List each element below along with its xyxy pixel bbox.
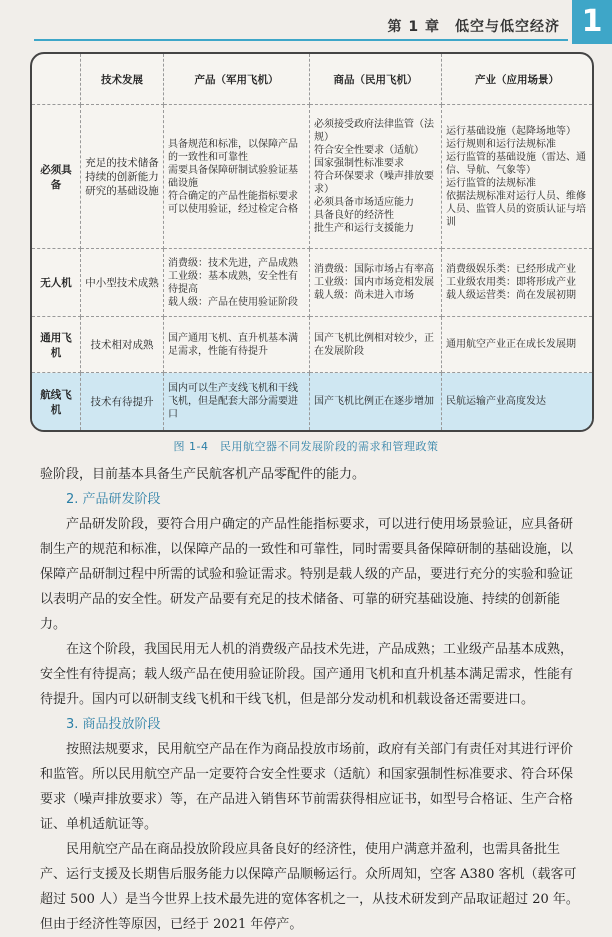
tech-cell: 充足的技术储备持续的创新能力研究的基础设施 bbox=[81, 105, 164, 249]
cell-line: 需要具备保障研制试验验证基础设施 bbox=[168, 164, 298, 189]
row-label: 通用飞机 bbox=[32, 317, 81, 373]
cell-line: 通用航空产业正在成长发展期 bbox=[446, 339, 576, 350]
page-header bbox=[0, 0, 612, 42]
commodity-cell bbox=[310, 373, 442, 431]
cell-line: 国产飞机比例正在逐步增加 bbox=[314, 396, 434, 407]
header-divider bbox=[34, 39, 568, 41]
row-label: 航线飞机 bbox=[32, 373, 81, 431]
policy-table bbox=[30, 52, 594, 432]
product-cell bbox=[164, 373, 310, 431]
paragraph: 民用航空产品在商品投放阶段应具备良好的经济性，使用户满意并盈利，也需具备批生产、运行支援及长期售后服务能力以保障产品顺畅运行。众所周知，空客 A380 客机（载客可超过 500 人）是当今世界上技术最先进的宽体客机之一，从技术研发到产品取证超过 20 年。但由于经济性等原因，已经于 2021 年停产。 bbox=[40, 842, 579, 932]
paragraph: 产品研发阶段，要符合用户确定的产品性能指标要求，可以进行使用场景验证，应具备研制生产的规范和标准，以保障产品的一致性和可靠性，同时需要具备保障研制的基础设施，以保障产品研制过程中所需的试验和验证需求。特别是载人级的产品，要进行充分的实验和验证以表明产品的安全性。研发产品要有充足的技术储备、可靠的研究基础设施、持续的创新能力。 bbox=[40, 517, 574, 632]
cell-line: 符合安全性要求（适航） bbox=[314, 145, 424, 156]
industry-cell bbox=[442, 105, 593, 249]
tech-cell: 技术有待提升 bbox=[81, 373, 164, 431]
cell-line: 具备规范和标准，以保障产品的一致性和可靠性 bbox=[168, 138, 298, 163]
tech-cell: 技术相对成熟 bbox=[81, 317, 164, 373]
cell-line: 必须具备市场适应能力 bbox=[314, 197, 414, 208]
chapter-title: 第 1 章 低空与低空经济 bbox=[387, 19, 560, 35]
section-heading: 3. 商品投放阶段 bbox=[66, 717, 161, 732]
paragraph: 在这个阶段，我国民用无人机的消费级产品技术先进，产品成熟；工业级产品基本成熟，安全性有待提高；载人级产品在使用验证阶段。国产通用飞机和直升机基本满足需求，性能有待提升。国内可以研制支线飞机和干线飞机，但是部分发动机和机载设备还需要进口。 bbox=[40, 642, 574, 707]
policy-table-grid bbox=[32, 54, 592, 430]
table-row bbox=[32, 317, 592, 373]
cell-line: 工业级：基本成熟，安全性有待提高 bbox=[168, 270, 298, 295]
cell-line: 消费级：国际市场占有率高 bbox=[314, 264, 434, 275]
table-row bbox=[32, 249, 592, 317]
cell-line: 民航运输产业高度发达 bbox=[446, 396, 546, 407]
cell-line: 国家强制性标准要求 bbox=[314, 158, 404, 169]
product-cell bbox=[164, 317, 310, 373]
industry-cell bbox=[442, 373, 593, 431]
column-header: 商品（民用飞机） bbox=[310, 54, 442, 105]
cell-line: 消费级：技术先进，产品成熟 bbox=[168, 257, 298, 269]
paragraph: 验阶段，目前基本具备生产民航客机产品零配件的能力。 bbox=[40, 467, 366, 482]
product-cell bbox=[164, 105, 310, 249]
industry-cell bbox=[442, 249, 593, 317]
product-cell bbox=[164, 249, 310, 317]
cell-line: 运行规则和运行法规标准 bbox=[446, 138, 556, 150]
column-header: 产业（应用场景） bbox=[442, 54, 593, 105]
row-label: 无人机 bbox=[32, 249, 81, 317]
column-header: 产品（军用飞机） bbox=[164, 54, 310, 105]
cell-line: 载人级：产品在使用验证阶段 bbox=[168, 296, 298, 308]
figure-caption: 图 1-4 民用航空器不同发展阶段的需求和管理政策 bbox=[173, 440, 439, 453]
cell-line: 载人级运营类：尚在发展初期 bbox=[446, 290, 576, 301]
cell-line: 运行监管的法规标准 bbox=[446, 177, 536, 189]
cell-line: 运行基础设施（起降场地等） bbox=[446, 125, 576, 137]
industry-cell bbox=[442, 317, 593, 373]
commodity-cell bbox=[310, 249, 442, 317]
cell-line: 依据法规标准对运行人员、维修人员、监管人员的资质认证与培训 bbox=[446, 190, 586, 228]
cell-line: 必须接受政府法律监管（法规） bbox=[314, 119, 434, 143]
cell-line: 批生产和运行支援能力 bbox=[314, 223, 414, 234]
cell-line: 符合环保要求（噪声排放要求） bbox=[314, 171, 434, 195]
tech-cell: 中小型技术成熟 bbox=[81, 249, 164, 317]
cell-line: 工业级农用类：即将形成产业 bbox=[446, 277, 576, 288]
cell-line: 消费级娱乐类：已经形成产业 bbox=[446, 264, 576, 275]
commodity-cell bbox=[310, 105, 442, 249]
cell-line: 符合确定的产品性能指标要求可以使用验证，经过检定合格 bbox=[168, 190, 298, 215]
cell-line: 载人级：尚未进入市场 bbox=[314, 290, 414, 301]
row-label: 必须具备 bbox=[32, 105, 81, 249]
cell-line: 国内可以生产支线飞机和干线飞机，但是配套大部分需要进口 bbox=[168, 383, 298, 420]
chapter-number-tab: 1 bbox=[572, 0, 612, 44]
section-heading: 2. 产品研发阶段 bbox=[66, 492, 161, 507]
cell-line: 国产飞机比例相对较少，正在发展阶段 bbox=[314, 332, 434, 357]
commodity-cell bbox=[310, 317, 442, 373]
body-text bbox=[40, 462, 580, 937]
table-header-row bbox=[32, 54, 592, 105]
table-corner-cell bbox=[32, 54, 81, 105]
table-row bbox=[32, 373, 592, 431]
cell-line: 具备良好的经济性 bbox=[314, 210, 394, 221]
cell-line: 国产通用飞机、直升机基本满足需求，性能有待提升 bbox=[168, 332, 298, 357]
cell-line: 工业级：国内市场竞相发展 bbox=[314, 277, 434, 288]
cell-line: 运行监管的基础设施（雷达、通信、导航、气象等） bbox=[446, 151, 586, 176]
paragraph: 按照法规要求，民用航空产品在作为商品投放市场前，政府有关部门有责任对其进行评价和监管。所以民用航空产品一定要符合安全性要求（适航）和国家强制性标准要求、符合环保要求（噪声排放要求）等，在产品进入销售环节前需获得相应证书，如型号合格证、生产合格证、单机适航证等。 bbox=[40, 742, 574, 832]
column-header: 技术发展 bbox=[81, 54, 164, 105]
table-row bbox=[32, 105, 592, 249]
